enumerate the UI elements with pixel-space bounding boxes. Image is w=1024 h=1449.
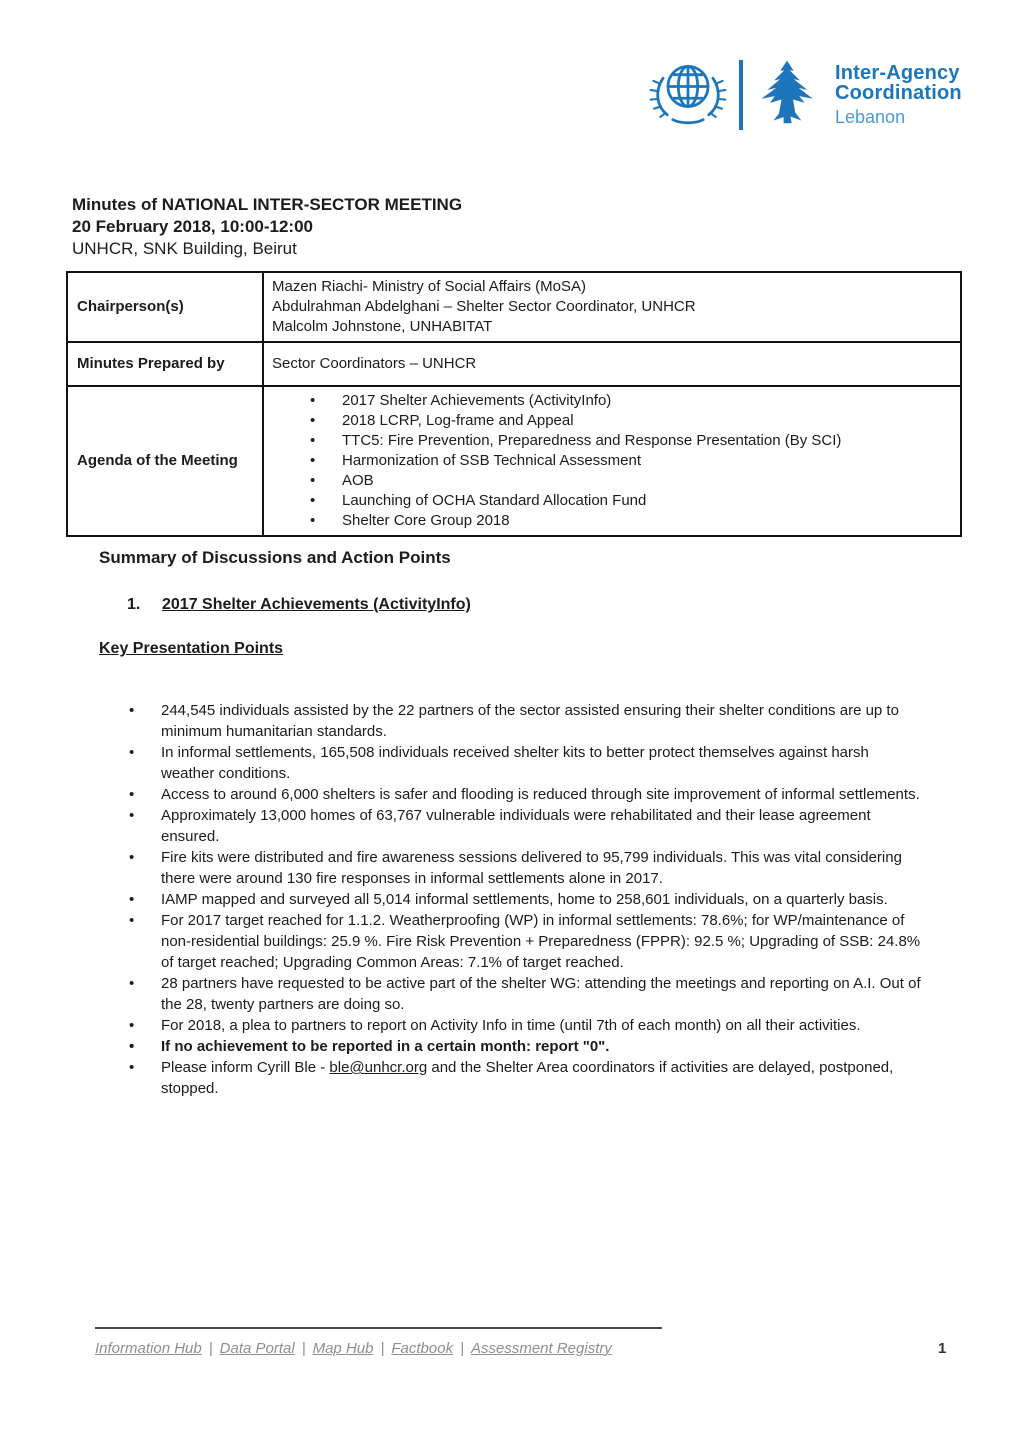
footer-link-information-hub[interactable]: Information Hub [95, 1340, 202, 1357]
logo-divider [739, 60, 743, 130]
section-1-title: 2017 Shelter Achievements (ActivityInfo) [162, 596, 471, 613]
un-emblem-icon [646, 56, 730, 133]
key-point: • 244,545 individuals assisted by the 22 partners of the sector assisted ensuring their shelter conditions are up to minimum humanitarian standards. [112, 700, 924, 742]
key-point: • Access to around 6,000 shelters is safer and flooding is reduced through site improvement of informal settlements. [112, 784, 924, 805]
document-title: Minutes of NATIONAL INTER-SECTOR MEETING [72, 195, 463, 214]
footer-separator: | [460, 1340, 464, 1357]
agenda-item: • Shelter Core Group 2018 [272, 511, 952, 531]
key-point-link-pre: Please inform Cyrill Ble - [161, 1059, 330, 1076]
footer-separator: | [301, 1340, 306, 1357]
table-value-chairpersons [263, 272, 961, 342]
page-number: 1 [938, 1340, 947, 1357]
logo-text-line1: Inter-Agency [835, 61, 960, 84]
meeting-location: UNHCR, SNK Building, Beirut [72, 239, 297, 258]
agenda-item: • TTC5: Fire Prevention, Preparedness and Response Presentation (By SCI) [272, 431, 952, 451]
agenda-item: • AOB [272, 471, 952, 491]
meeting-info-table [66, 271, 962, 537]
chairperson-line: Mazen Riachi- Ministry of Social Affairs (MoSA) [272, 278, 586, 295]
key-point: • Approximately 13,000 homes of 63,767 vulnerable individuals were rehabilitated and their lease agreement ensured. [112, 805, 924, 847]
inter-agency-coordination-logo [646, 56, 962, 133]
agenda-item: • 2018 LCRP, Log-frame and Appeal [272, 411, 952, 431]
section-1-number: 1. [127, 596, 141, 613]
title-block [72, 194, 462, 260]
key-point: • For 2018, a plea to partners to report on Activity Info in time (until 7th of each month) on all their activities. [112, 1015, 924, 1036]
table-label-minutes-prepared-by: Minutes Prepared by [67, 342, 263, 386]
table-label-agenda: Agenda of the Meeting [67, 386, 263, 536]
key-point: • IAMP mapped and surveyed all 5,014 informal settlements, home to 258,601 individuals, on a quarterly basis. [112, 889, 924, 910]
key-point-with-link [112, 1057, 924, 1099]
logo-text-line3: Lebanon [835, 106, 906, 127]
agenda-item: • Launching of OCHA Standard Allocation Fund [272, 491, 952, 511]
key-point: • In informal settlements, 165,508 individuals received shelter kits to better protect themselves against harsh weather conditions. [112, 742, 924, 784]
footer-link-assessment-registry[interactable]: Assessment Registry [470, 1340, 612, 1357]
chairperson-line: Malcolm Johnstone, UNHABITAT [272, 318, 493, 335]
footer-divider [95, 1327, 662, 1329]
key-point: • For 2017 target reached for 1.1.2. Weatherproofing (WP) in informal settlements: 78.6%; for WP/maintenance of non-residential buildings: 25.9 %. Fire Risk Prevention + Preparedness (FPPR): 92.5 %; Upgrading of SSB: 24.8% of target reached; Upgrading Common Areas: 7.1% of target reached. [112, 910, 924, 973]
table-value-agenda [263, 386, 961, 536]
footer-links [95, 1340, 612, 1357]
meeting-datetime: 20 February 2018, 10:00-12:00 [72, 217, 313, 236]
key-point: • Fire kits were distributed and fire awareness sessions delivered to 95,799 individuals. This was vital considering there were around 130 fire responses in informal settlements alone in 2017. [112, 847, 924, 889]
key-points-list [112, 700, 924, 1099]
agenda-item: • 2017 Shelter Achievements (ActivityInfo) [272, 391, 952, 411]
footer-separator: | [380, 1340, 385, 1357]
agenda-list [272, 391, 952, 531]
email-link[interactable]: ble@unhcr.org [329, 1059, 428, 1076]
table-row-chairpersons [67, 272, 961, 342]
key-point: • 28 partners have requested to be active part of the shelter WG: attending the meetings and reporting on A.I. Out of the 28, twenty partners are doing so. [112, 973, 924, 1015]
key-point-link-post: and the Shelter Area coordinators if activities are delayed, postponed, stopped. [161, 1059, 894, 1097]
chairperson-line: Abdulrahman Abdelghani – Shelter Sector Coordinator, UNHCR [272, 298, 696, 315]
footer-separator: | [208, 1340, 213, 1357]
footer-link-data-portal[interactable]: Data Portal [219, 1340, 295, 1357]
section-1-heading [127, 596, 471, 614]
footer-link-factbook[interactable]: Factbook [391, 1340, 454, 1357]
footer-link-map-hub[interactable]: Map Hub [312, 1340, 374, 1357]
table-row-minutes-prepared-by [67, 342, 961, 386]
agenda-item: • Harmonization of SSB Technical Assessment [272, 451, 952, 471]
table-row-agenda [67, 386, 961, 536]
table-value-minutes-prepared-by: Sector Coordinators – UNHCR [263, 342, 961, 386]
logo-text-line2: Coordination [835, 81, 962, 104]
key-point-bold: • If no achievement to be reported in a certain month: report "0". [112, 1036, 924, 1057]
key-presentation-points-heading: Key Presentation Points [99, 640, 284, 657]
table-label-chairpersons: Chairperson(s) [67, 272, 263, 342]
cedar-tree-icon [753, 58, 821, 131]
summary-heading: Summary of Discussions and Action Points [99, 548, 451, 567]
